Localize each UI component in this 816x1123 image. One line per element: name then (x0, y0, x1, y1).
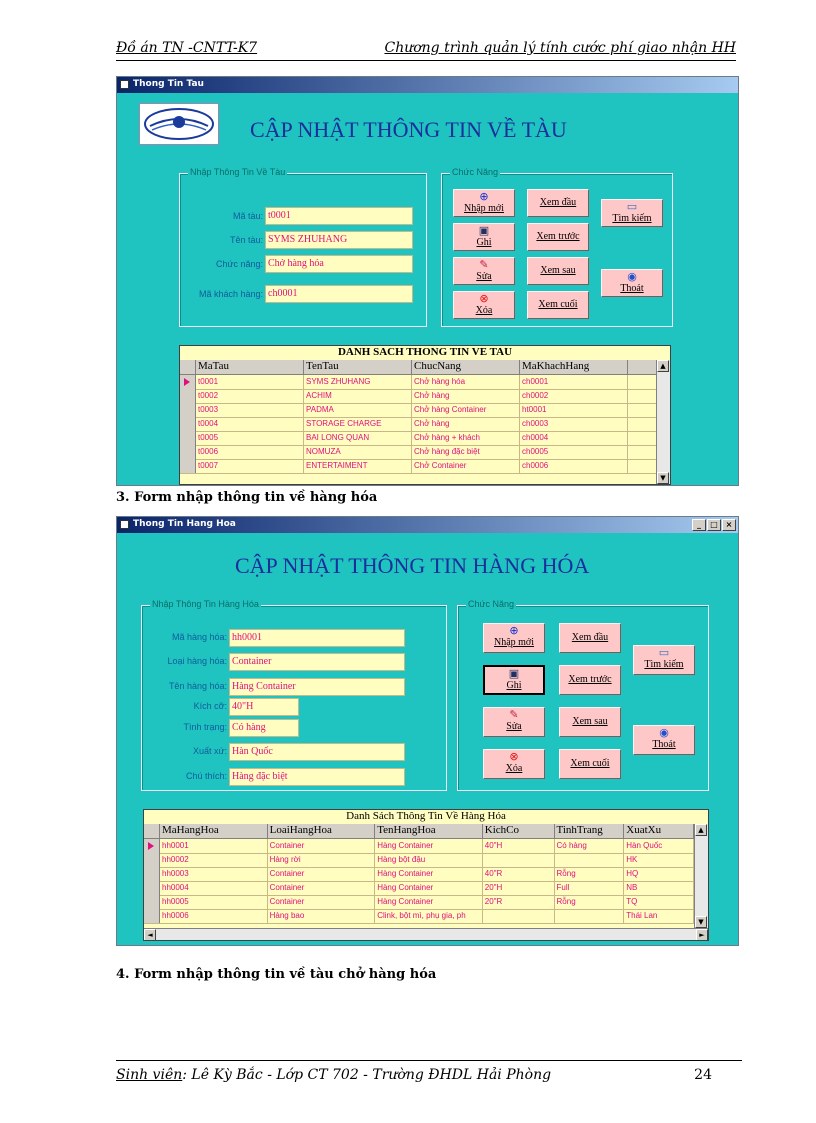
scroll-down-icon[interactable]: ▼ (695, 916, 707, 928)
last-record-button[interactable]: Xem cuối (559, 749, 621, 779)
page-number: 24 (694, 1067, 712, 1083)
table-row[interactable]: t0007 ENTERTAIMENT Chở Container ch0006 (180, 459, 656, 474)
window-title: Thong Tin Hang Hoa (133, 519, 236, 529)
table-row[interactable]: hh0004 Container Hàng Container 20"H Full NB (144, 881, 694, 896)
app-window-icon[interactable] (120, 80, 129, 89)
group-label: Nhập Thông Tin Về Tàu (190, 167, 286, 177)
floppy-disk-icon: ▣ (478, 224, 490, 237)
table-row[interactable]: hh0001 Container Hàng Container 40"H Có hàng Hàn Quốc (144, 839, 694, 854)
first-record-button[interactable]: Xem đầu (559, 623, 621, 653)
goods-id-input[interactable]: hh0001 (229, 629, 405, 647)
form-title: CẬP NHẬT THÔNG TIN VỀ TÀU (250, 117, 567, 142)
grid-vertical-scrollbar[interactable] (656, 360, 670, 484)
table-row[interactable]: t0004 STORAGE CHARGE Chở hàng ch0003 (180, 417, 656, 432)
grid-caption: DANH SACH THONG TIN VE TAU (180, 346, 670, 361)
table-row[interactable]: hh0006 Hàng bao Clink, bột mì, phụ gia, ph Thái Lan (144, 909, 694, 924)
header-right: Chương trình quản lý tính cước phí giao nhận HH (384, 40, 736, 56)
delete-button[interactable]: ⊗ Xóa (483, 749, 545, 779)
goods-size-label: Kích cỡ: (193, 701, 227, 711)
goods-name-input[interactable]: Hàng Container (229, 678, 405, 696)
monitor-icon: ▭ (626, 200, 638, 213)
last-record-button[interactable]: Xem cuối (527, 291, 589, 319)
goods-note-input[interactable]: Hàng đặc biệt (229, 768, 405, 786)
ship-function-input[interactable]: Chở hàng hóa (265, 255, 413, 273)
exit-circle-icon: ◉ (627, 270, 637, 283)
column-header[interactable]: KichCo (483, 824, 555, 838)
plus-circle-icon: ⊕ (509, 624, 519, 637)
scroll-up-icon[interactable]: ▲ (695, 824, 707, 836)
ship-function-label: Chức năng: (215, 259, 263, 269)
scroll-right-icon[interactable]: ► (696, 929, 708, 941)
grid-horizontal-scrollbar[interactable] (144, 928, 708, 940)
column-header[interactable]: LoaiHangHoa (268, 824, 376, 838)
save-button[interactable]: ▣ Ghi (453, 223, 515, 251)
window-controls (692, 519, 736, 531)
window-titlebar[interactable] (117, 77, 738, 93)
footer-author: Sinh viên: Lê Kỳ Bắc - Lớp CT 702 - Trường ĐHDL Hải Phòng (116, 1067, 552, 1083)
section-heading: 3. Form nhập thông tin về hàng hóa (116, 490, 378, 505)
goods-type-input[interactable]: Container (229, 653, 405, 671)
group-label: Chức Năng (452, 167, 499, 177)
next-record-button[interactable]: Xem sau (527, 257, 589, 285)
first-record-button[interactable]: Xem đầu (527, 189, 589, 217)
table-row[interactable]: hh0002 Hàng rời Hàng bột đậu HK (144, 853, 694, 868)
ship-list-grid (179, 345, 671, 485)
ship-input-group (179, 167, 427, 327)
exit-button[interactable]: ◉ Thoát (633, 725, 695, 755)
section-heading: 4. Form nhập thông tin về tàu chở hàng hóa (116, 967, 437, 982)
ship-name-label: Tên tàu: (229, 235, 263, 245)
search-button[interactable]: ▭ Tìm kiếm (633, 645, 695, 675)
delete-button[interactable]: ⊗ Xóa (453, 291, 515, 319)
goods-note-label: Chú thích: (185, 771, 227, 781)
goods-origin-label: Xuất xứ: (192, 746, 227, 756)
goods-list-grid (143, 809, 709, 941)
goods-id-label: Mã hàng hóa: (171, 632, 227, 642)
table-row[interactable]: t0002 ACHIM Chở hàng ch0002 (180, 389, 656, 404)
delete-x-icon: ⊗ (479, 292, 489, 305)
column-header[interactable]: MaHangHoa (160, 824, 268, 838)
customer-id-label: Mã khách hàng: (198, 289, 263, 299)
page-header (116, 38, 736, 61)
new-button[interactable]: ⊕ Nhập mới (453, 189, 515, 217)
column-header[interactable]: XuatXu (624, 824, 694, 838)
table-row[interactable]: t0003 PADMA Chở hàng Container ht0001 (180, 403, 656, 418)
table-row[interactable]: t0001 SYMS ZHUHANG Chở hàng hóa ch0001 (180, 375, 656, 390)
pencil-icon: ✎ (509, 708, 519, 721)
column-header[interactable]: TenHangHoa (375, 824, 483, 838)
goods-origin-input[interactable]: Hàn Quốc (229, 743, 405, 761)
company-logo (139, 103, 219, 145)
table-row[interactable]: hh0005 Container Hàng Container 20"R Rỗng TQ (144, 895, 694, 910)
goods-name-label: Tên hàng hóa: (168, 681, 227, 691)
table-row[interactable]: hh0003 Container Hàng Container 40"R Rỗng HQ (144, 867, 694, 882)
goods-size-input[interactable]: 40"H (229, 698, 299, 716)
page-footer (116, 1060, 742, 1091)
row-pointer-icon (184, 378, 190, 386)
ship-info-window (116, 76, 739, 486)
pencil-icon: ✎ (479, 258, 489, 271)
scroll-left-icon[interactable]: ◄ (144, 929, 156, 941)
group-label: Chức Năng (468, 599, 515, 609)
new-button[interactable]: ⊕ Nhập mới (483, 623, 545, 653)
maximize-icon[interactable]: □ (707, 519, 721, 531)
close-icon[interactable]: × (722, 519, 736, 531)
column-header[interactable]: MaTau (196, 360, 304, 374)
exit-circle-icon: ◉ (659, 726, 669, 739)
ship-id-input[interactable]: t0001 (265, 207, 413, 225)
row-pointer-icon (148, 842, 154, 850)
prev-record-button[interactable]: Xem trước (559, 665, 621, 695)
column-header[interactable]: ChucNang (412, 360, 520, 374)
delete-x-icon: ⊗ (509, 750, 519, 763)
floppy-disk-icon: ▣ (508, 667, 520, 680)
scroll-up-icon[interactable]: ▲ (657, 360, 669, 372)
monitor-icon: ▭ (658, 646, 670, 659)
save-button[interactable]: ▣ Ghi (483, 665, 545, 695)
column-header[interactable]: TinhTrang (555, 824, 625, 838)
goods-info-window (116, 516, 739, 946)
scroll-down-icon[interactable]: ▼ (657, 472, 669, 484)
table-row[interactable]: t0006 NOMUZA Chở hàng đặc biệt ch0005 (180, 445, 656, 460)
edit-button[interactable]: ✎ Sửa (483, 707, 545, 737)
window-title: Thong Tin Tau (133, 79, 204, 89)
window-titlebar[interactable] (117, 517, 738, 533)
grid-vertical-scrollbar[interactable] (694, 824, 708, 928)
ship-name-input[interactable]: SYMS ZHUHANG (265, 231, 413, 249)
grid-header (180, 360, 656, 375)
next-record-button[interactable]: Xem sau (559, 707, 621, 737)
minimize-icon[interactable]: _ (692, 519, 706, 531)
app-window-icon[interactable] (120, 520, 129, 529)
column-header[interactable]: MaKhachHang (520, 360, 628, 374)
goods-status-label: Tình trạng: (183, 722, 227, 732)
goods-status-input[interactable]: Có hàng (229, 719, 299, 737)
plus-circle-icon: ⊕ (479, 190, 489, 203)
prev-record-button[interactable]: Xem trước (527, 223, 589, 251)
group-label: Nhập Thông Tin Hàng Hóa (152, 599, 259, 609)
edit-button[interactable]: ✎ Sửa (453, 257, 515, 285)
ship-id-label: Mã tàu: (232, 211, 263, 221)
form-title: CẬP NHẬT THÔNG TIN HÀNG HÓA (235, 553, 590, 578)
grid-caption: Danh Sách Thông Tin Về Hàng Hóa (144, 810, 708, 825)
grid-header (144, 824, 694, 839)
header-left: Đồ án TN -CNTT-K7 (116, 40, 258, 56)
exit-button[interactable]: ◉ Thoát (601, 269, 663, 297)
customer-id-input[interactable]: ch0001 (265, 285, 413, 303)
column-header[interactable]: TenTau (304, 360, 412, 374)
search-button[interactable]: ▭ Tìm kiếm (601, 199, 663, 227)
goods-type-label: Loại hàng hóa: (167, 656, 227, 666)
table-row[interactable]: t0005 BAI LONG QUAN Chở hàng + khách ch0004 (180, 431, 656, 446)
